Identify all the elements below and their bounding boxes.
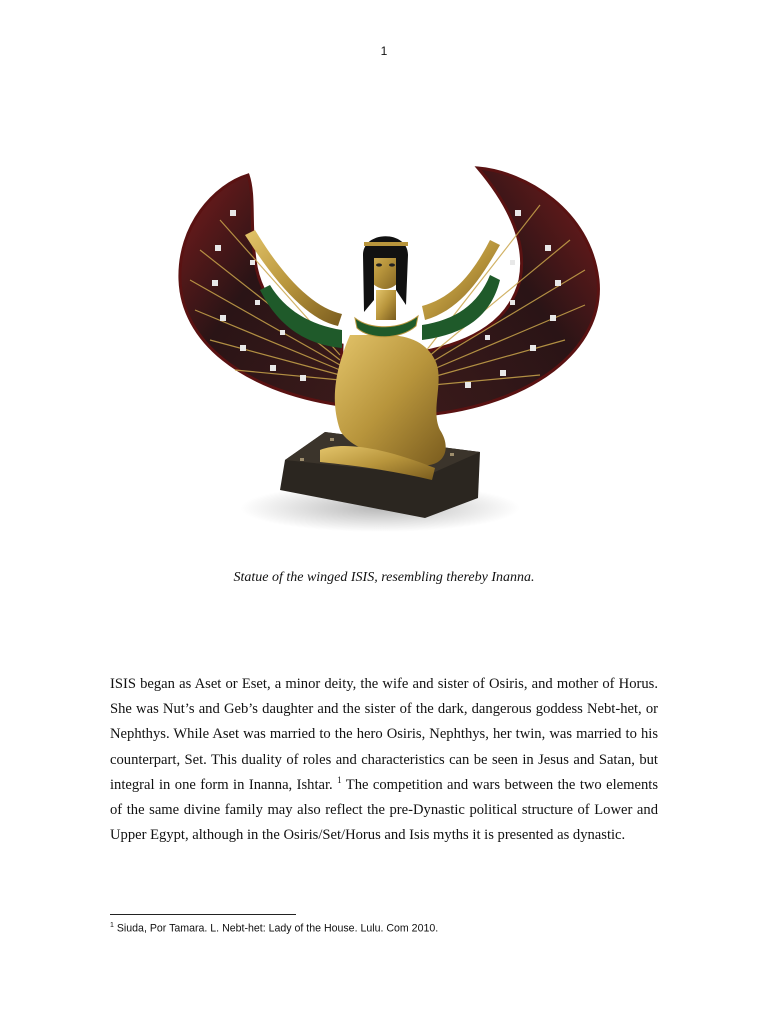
footnote-reference[interactable]: 1	[337, 774, 342, 785]
body-paragraph	[110, 672, 658, 848]
footnote-text: Siuda, Por Tamara. L. Nebt-het: Lady of the House. Lulu. Com 2010.	[116, 922, 439, 935]
isis-statue-image	[160, 130, 630, 550]
footnote	[110, 922, 670, 935]
footnote-marker: 1	[110, 922, 114, 929]
page-number: 1	[380, 44, 388, 58]
body-text-part-2: The competition and wars between the two elements of the same divine family may also reflect the pre-Dynastic political structure of Lower and Upper Egypt, although in the Osiris/Set/Horus and Isis myths it is presented as dynastic.	[110, 776, 659, 844]
body-text-part-1: ISIS began as Aset or Eset, a minor deity, the wife and sister of Osiris, and mother of Horus. She was Nut’s and Geb’s daughter and the sister of the dark, dangerous goddess Nebt-het, or Nephthys. While Aset was married to the hero Osiris, Nephthys, her twin, was married to his counterpart, Set. This duality of roles and characteristics can be seen in Jesus and Satan, but integral in one form in Inanna, Ishtar.	[110, 676, 658, 793]
figure-caption: Statue of the winged ISIS, resembling thereby Inanna.	[233, 570, 535, 585]
footnote-separator	[110, 914, 296, 915]
